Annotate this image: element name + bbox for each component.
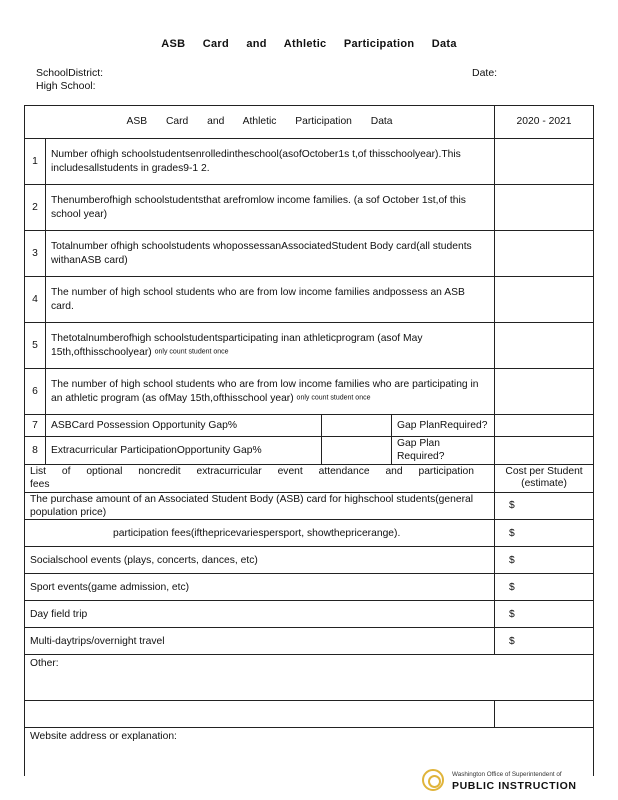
- fee-row: [25, 601, 594, 628]
- school-district-label: SchoolDistrict:: [36, 67, 104, 79]
- gap-percent-field[interactable]: [322, 415, 392, 437]
- logo-title: PUBLIC INSTRUCTION: [452, 780, 577, 792]
- date-label: Date:: [472, 67, 498, 79]
- logo-subtitle: Washington Office of Superintendent of: [452, 771, 562, 778]
- table-row: [25, 369, 594, 415]
- blank-row: [25, 701, 594, 728]
- row-text-main: Thetotalnumberofhigh schoolstudentsparticipating inan athleticprogram (asof May 15th,ofthisschoolyear): [51, 333, 423, 358]
- gap-row: [25, 415, 594, 437]
- gap-plan-field[interactable]: [495, 415, 594, 437]
- row-number: 6: [25, 369, 46, 415]
- row-text: Extracurricular ParticipationOpportunity Gap%: [46, 437, 322, 465]
- gap-plan-label: Gap PlanRequired?: [392, 415, 495, 437]
- row-note: only count student once: [296, 394, 371, 402]
- page-title: ASB Card and Athletic Participation Data: [161, 38, 457, 50]
- row-value-field[interactable]: [495, 185, 594, 231]
- ospi-logo: [422, 769, 592, 795]
- fee-label: participation fees(ifthepricevariespersport, showthepricerange).: [25, 520, 495, 547]
- row-value-field[interactable]: [495, 323, 594, 369]
- fee-row: [25, 492, 594, 520]
- row-number: 8: [25, 437, 46, 465]
- gap-row: [25, 437, 594, 465]
- row-value-field[interactable]: [495, 369, 594, 415]
- cost-header: Cost per Student (estimate): [495, 464, 594, 492]
- fee-cost-field[interactable]: $: [495, 520, 594, 547]
- row-text-main: The number of high school students who are from low income families who are participating in an athletic program (as ofMay 15th,ofthisschool year): [51, 379, 479, 404]
- row-text: [46, 369, 495, 415]
- row-text: The number of high school students who are from low income families andpossess an ASB card.: [46, 277, 495, 323]
- table-row: [25, 231, 594, 277]
- ospi-logo-icon: [422, 769, 444, 791]
- row-number: 1: [25, 139, 46, 185]
- fee-label: The purchase amount of an Associated Student Body (ASB) card for highschool students(general population price): [25, 492, 495, 520]
- other-field[interactable]: [25, 655, 594, 701]
- fee-cost-field[interactable]: $: [495, 547, 594, 574]
- table-row: [25, 277, 594, 323]
- fee-row: [25, 520, 594, 547]
- row-value-field[interactable]: [495, 231, 594, 277]
- table-heading-row: [25, 106, 594, 139]
- fee-label: Day field trip: [25, 601, 495, 628]
- row-number: 5: [25, 323, 46, 369]
- row-note: only count student once: [154, 348, 229, 356]
- fee-label: Sport events(game admission, etc): [25, 574, 495, 601]
- fee-cost-field[interactable]: $: [495, 492, 594, 520]
- school-year: 2020 - 2021: [495, 106, 594, 139]
- website-label: Website address or explanation:: [30, 731, 177, 743]
- fee-row: [25, 628, 594, 655]
- row-value-field[interactable]: [495, 139, 594, 185]
- table-row: [25, 139, 594, 185]
- fee-row: [25, 574, 594, 601]
- fees-header-row: [25, 464, 594, 492]
- fee-cost-field[interactable]: $: [495, 574, 594, 601]
- fee-row: [25, 547, 594, 574]
- fee-label: Multi-daytrips/overnight travel: [25, 628, 495, 655]
- blank-cost-field[interactable]: [495, 701, 594, 728]
- other-label: Other:: [30, 658, 59, 670]
- row-text: Totalnumber ofhigh schoolstudents whopossessanAssociatedStudent Body card(all students withanASB card): [46, 231, 495, 277]
- data-form-table: [24, 105, 594, 776]
- fees-header: List of optional noncredit extracurricular event attendance and participation fees: [25, 464, 495, 492]
- fee-cost-field[interactable]: $: [495, 601, 594, 628]
- row-value-field[interactable]: [495, 277, 594, 323]
- row-text: [46, 323, 495, 369]
- fee-label: Socialschool events (plays, concerts, dances, etc): [25, 547, 495, 574]
- gap-plan-label: Gap Plan Required?: [392, 437, 495, 465]
- row-number: 2: [25, 185, 46, 231]
- blank-field[interactable]: [25, 701, 495, 728]
- gap-percent-field[interactable]: [322, 437, 392, 465]
- high-school-label: High School:: [36, 80, 96, 92]
- table-row: [25, 185, 594, 231]
- other-row: [25, 655, 594, 701]
- fee-cost-field[interactable]: $: [495, 628, 594, 655]
- row-number: 3: [25, 231, 46, 277]
- row-number: 7: [25, 415, 46, 437]
- row-text: Thenumberofhigh schoolstudentsthat arefromlow income families. (a sof October 1st,of this school year): [46, 185, 495, 231]
- row-text: ASBCard Possession Opportunity Gap%: [46, 415, 322, 437]
- table-heading: ASB Card and Athletic Participation Data: [25, 106, 495, 139]
- gap-plan-field[interactable]: [495, 437, 594, 465]
- row-number: 4: [25, 277, 46, 323]
- row-text: Number ofhigh schoolstudentsenrolledintheschool(asofOctober1s t,of thisschoolyear).This includesallstudents in grades9-1 2.: [46, 139, 495, 185]
- table-row: [25, 323, 594, 369]
